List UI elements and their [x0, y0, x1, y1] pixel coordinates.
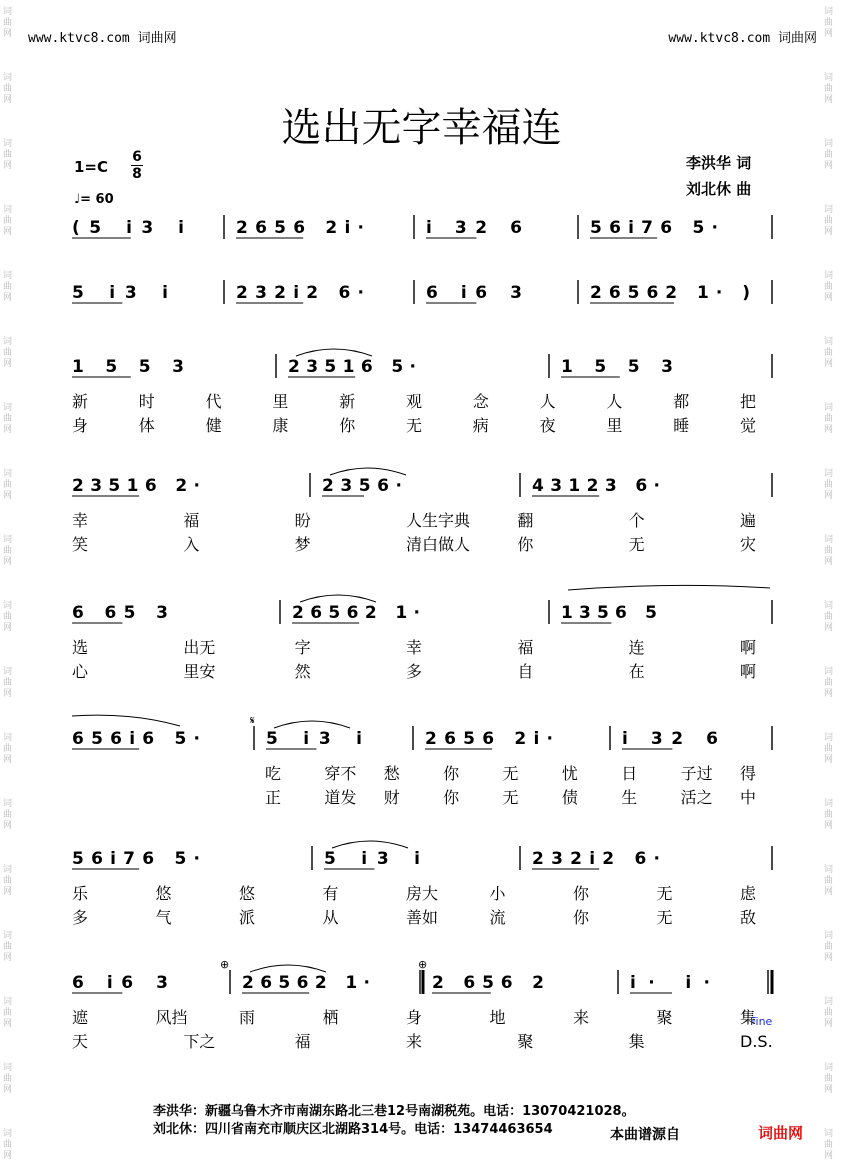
- lyric-syllable: 无: [406, 416, 423, 435]
- lyric-syllable: 盼: [294, 511, 311, 530]
- lyric-syllable: 体: [138, 416, 155, 435]
- watermark-glyph: 词: [3, 799, 13, 809]
- note-group: 232i2 6·: [236, 283, 364, 303]
- note-group: 26562 1·: [292, 603, 420, 623]
- watermark-glyph: 曲: [3, 150, 13, 160]
- note-group: 56i76 5·: [72, 849, 200, 869]
- watermark-glyph: 曲: [824, 942, 834, 952]
- watermark-glyph: 曲: [3, 1074, 13, 1084]
- lyric-syllable: 啊: [740, 638, 757, 657]
- lyric-syllable: 愁: [383, 764, 400, 783]
- watermark-glyph: 网: [824, 821, 834, 831]
- note-group: 6 i6 3: [72, 973, 168, 993]
- watermark-glyph: 曲: [3, 414, 13, 424]
- lyric-syllable: 里: [272, 392, 289, 411]
- lyric-syllable: 心: [72, 662, 89, 681]
- note-group: 2356·: [322, 476, 402, 496]
- watermark-glyph: 词: [824, 469, 834, 479]
- watermark-glyph: 曲: [3, 678, 13, 688]
- lyric-syllable: 你: [443, 788, 460, 807]
- lyric-syllable: 悠: [155, 884, 172, 903]
- watermark-glyph: 网: [824, 95, 834, 105]
- note-group: i 32 6: [426, 218, 522, 238]
- lyric-syllable: 中: [740, 788, 757, 807]
- lyric-syllable: 气: [155, 908, 172, 927]
- lyric-syllable: 病: [472, 416, 489, 435]
- watermark-glyph: 曲: [824, 150, 834, 160]
- watermark-glyph: 曲: [3, 612, 13, 622]
- watermark-glyph: 曲: [3, 546, 13, 556]
- lyric-syllable: 从: [322, 908, 339, 927]
- watermark-glyph: 网: [3, 425, 13, 435]
- note-group: 2 656 2: [432, 973, 544, 993]
- watermark-glyph: 网: [3, 1151, 13, 1161]
- watermark-glyph: 词: [824, 7, 834, 17]
- watermark-glyph: 词: [824, 865, 834, 875]
- watermark-glyph: 网: [3, 953, 13, 963]
- lyric-syllable: 福: [294, 1032, 311, 1051]
- key-signature: 1=C: [74, 158, 109, 176]
- lyric-syllable: 出无: [183, 638, 216, 657]
- watermark-glyph: 曲: [3, 876, 13, 886]
- lyric-syllable: 风挡: [155, 1008, 188, 1027]
- watermark-glyph: 网: [824, 161, 834, 171]
- lyric-syllable: 忧: [561, 764, 578, 783]
- watermark-glyph: 词: [3, 271, 13, 281]
- lyric-syllable: 乐: [72, 884, 89, 903]
- lyric-syllable: 人: [539, 392, 556, 411]
- note-group: i 32 6: [622, 729, 718, 749]
- watermark-glyph: 网: [824, 755, 834, 765]
- watermark-glyph: 词: [3, 601, 13, 611]
- note-group: 23516 2·: [72, 476, 200, 496]
- lyric-syllable: 多: [406, 662, 423, 681]
- watermark-glyph: 词: [3, 1063, 13, 1073]
- lyric-syllable: 得: [740, 764, 757, 783]
- watermark-glyph: 词: [824, 271, 834, 281]
- lyric-syllable: 生: [621, 788, 638, 807]
- lyric-syllable: 清白做人: [406, 535, 471, 554]
- lyric-syllable: 派: [239, 908, 256, 927]
- segno-sign: 𝄋: [250, 714, 255, 727]
- lyric-syllable: 雨: [239, 1008, 256, 1027]
- coda-sign: ⊕: [220, 958, 230, 971]
- lyric-syllable: 自: [517, 662, 534, 681]
- watermark-glyph: 词: [3, 7, 13, 17]
- lyric-syllable: 连: [628, 638, 645, 657]
- watermark-glyph: 词: [3, 1129, 13, 1139]
- watermark-glyph: 网: [3, 887, 13, 897]
- watermark-glyph: 词: [3, 139, 13, 149]
- lyric-syllable: 人: [606, 392, 623, 411]
- watermark-glyph: 词: [824, 667, 834, 677]
- note-group: 6 65 3: [72, 603, 168, 623]
- lyric-syllable: 康: [272, 416, 289, 435]
- watermark-glyph: 词: [3, 205, 13, 215]
- lyric-syllable: 地: [489, 1008, 506, 1027]
- lyric-syllable: 来: [573, 1008, 590, 1027]
- lyric-syllable: 幸: [406, 638, 423, 657]
- note-group: i· i·: [630, 973, 710, 993]
- watermark-glyph: 曲: [3, 1008, 13, 1018]
- lyric-syllable: 吃: [265, 764, 282, 783]
- watermark-glyph: 曲: [824, 546, 834, 556]
- watermark-glyph: 词: [3, 667, 13, 677]
- slur-arc: [250, 965, 326, 972]
- note-group: 5 i3 i: [266, 729, 362, 749]
- watermark-glyph: 网: [3, 557, 13, 567]
- lyric-syllable: 穿不: [324, 764, 357, 783]
- slur-arc: [300, 595, 376, 602]
- watermark-glyph: 网: [824, 425, 834, 435]
- lyric-syllable: 无: [628, 535, 645, 554]
- lyric-syllable: 你: [339, 416, 356, 435]
- slur-arc: [332, 841, 408, 848]
- lyric-syllable: 来: [406, 1032, 423, 1051]
- lyric-syllable: 遍: [740, 511, 757, 530]
- note-group: 5 i3 i: [72, 283, 168, 303]
- watermark-glyph: 网: [824, 1019, 834, 1029]
- watermark-glyph: 曲: [824, 348, 834, 358]
- lyric-syllable: D.S.: [740, 1032, 773, 1051]
- watermark-glyph: 网: [3, 491, 13, 501]
- note-group: 1 5 5 3: [72, 357, 184, 377]
- watermark-glyph: 词: [824, 205, 834, 215]
- watermark-glyph: 词: [3, 931, 13, 941]
- lyric-syllable: 代: [205, 392, 222, 411]
- slur-arc: [330, 468, 406, 475]
- lyric-syllable: 笑: [72, 535, 89, 554]
- note-group: 1356 5: [561, 603, 657, 623]
- watermark-glyph: 词: [824, 931, 834, 941]
- note-group: 43123 6·: [532, 476, 660, 496]
- watermark-glyph: 网: [3, 359, 13, 369]
- watermark-glyph: 网: [824, 953, 834, 963]
- watermark-glyph: 网: [3, 161, 13, 171]
- lyric-syllable: 活之: [680, 788, 713, 807]
- watermark-glyph: 网: [824, 557, 834, 567]
- lyricist-credit: 李洪华 词: [686, 154, 752, 172]
- watermark-glyph: 网: [3, 821, 13, 831]
- watermark-glyph: 曲: [824, 282, 834, 292]
- lyric-syllable: 你: [443, 764, 460, 783]
- note-group: 656i6 5·: [72, 729, 200, 749]
- lyric-syllable: 念: [472, 392, 489, 411]
- watermark-glyph: 曲: [3, 744, 13, 754]
- lyric-syllable: 里安: [183, 662, 216, 681]
- lyric-syllable: 小: [489, 884, 506, 903]
- coda-sign: ⊕: [418, 958, 428, 971]
- watermark-glyph: 曲: [824, 414, 834, 424]
- lyric-syllable: 身: [406, 1008, 423, 1027]
- watermark-glyph: 网: [3, 623, 13, 633]
- watermark-glyph: 词: [3, 865, 13, 875]
- watermark-glyph: 网: [824, 1085, 834, 1095]
- note-group: 56i76 5·: [590, 218, 718, 238]
- lyric-syllable: 选: [72, 638, 89, 657]
- note-group: 26562 1·: [242, 973, 370, 993]
- watermark-glyph: 曲: [3, 1140, 13, 1150]
- lyric-syllable: 集: [628, 1032, 645, 1051]
- lyric-syllable: 栖: [322, 1008, 339, 1027]
- lyric-syllable: 啊: [740, 662, 757, 681]
- note-group: 23516 5·: [288, 357, 416, 377]
- watermark-glyph: 曲: [3, 216, 13, 226]
- lyric-syllable: 悠: [239, 884, 256, 903]
- lyric-syllable: 无: [656, 908, 673, 927]
- note-group: 1 5 5 3: [561, 357, 673, 377]
- watermark-glyph: 网: [824, 623, 834, 633]
- watermark-glyph: 词: [824, 403, 834, 413]
- watermark-glyph: 曲: [824, 744, 834, 754]
- watermark-glyph: 曲: [824, 480, 834, 490]
- watermark-glyph: 词: [824, 139, 834, 149]
- lyric-syllable: 正: [265, 788, 282, 807]
- watermark-glyph: 曲: [824, 1008, 834, 1018]
- lyric-syllable: 人生字典: [406, 511, 471, 530]
- watermark-glyph: 词: [824, 337, 834, 347]
- lyric-syllable: 夜: [539, 416, 556, 435]
- footer-composer-address: 刘北休：四川省南充市顺庆区北湖路314号。电话：13474463654: [153, 1122, 553, 1137]
- watermark-glyph: 词: [824, 799, 834, 809]
- tempo-value: = 60: [80, 192, 114, 207]
- lyric-syllable: 遮: [72, 1008, 89, 1027]
- watermark-glyph: 曲: [824, 84, 834, 94]
- watermark-glyph: 词: [824, 733, 834, 743]
- lyric-syllable: 你: [517, 535, 534, 554]
- lyric-syllable: 然: [294, 662, 311, 681]
- fine-marking: Fine: [750, 1015, 773, 1028]
- note-group: (5 i3 i: [72, 218, 184, 238]
- watermark-glyph: 网: [824, 227, 834, 237]
- watermark-glyph: 网: [3, 95, 13, 105]
- slur-arc: [274, 721, 350, 728]
- note-group: 232i2 6·: [532, 849, 660, 869]
- watermark-glyph: 词: [824, 73, 834, 83]
- watermark-glyph: 网: [824, 29, 834, 39]
- lyric-syllable: 虑: [740, 884, 757, 903]
- watermark-glyph: 词: [3, 997, 13, 1007]
- header-site-right[interactable]: www.ktvc8.com 词曲网: [668, 31, 817, 46]
- lyric-syllable: 子过: [680, 764, 713, 783]
- watermark-glyph: 曲: [824, 216, 834, 226]
- lyric-syllable: 觉: [740, 416, 757, 435]
- lyric-syllable: 敌: [740, 908, 757, 927]
- watermark-glyph: 曲: [3, 282, 13, 292]
- watermark-glyph: 曲: [3, 480, 13, 490]
- time-signature-top: 6: [132, 149, 142, 165]
- lyric-syllable: 财: [383, 788, 400, 807]
- footer-brand-logo[interactable]: 词曲网: [758, 1124, 804, 1142]
- watermark-glyph: 网: [3, 227, 13, 237]
- watermark-glyph: 词: [3, 469, 13, 479]
- watermark-glyph: 词: [3, 535, 13, 545]
- note-group: 6 i6 3: [426, 283, 522, 303]
- footer-lyricist-address: 李洪华：新疆乌鲁木齐市南湖东路北三巷12号南湖税苑。电话：13070421028。: [153, 1104, 635, 1119]
- watermark-glyph: 词: [3, 337, 13, 347]
- watermark-glyph: 曲: [3, 810, 13, 820]
- watermark-glyph: 曲: [824, 612, 834, 622]
- composer-credit: 刘北休 曲: [686, 180, 752, 198]
- lyric-syllable: 无: [656, 884, 673, 903]
- note-group: 2656 2i·: [425, 729, 553, 749]
- tie-arc: [568, 585, 770, 590]
- lyric-syllable: 健: [205, 416, 222, 435]
- watermark-glyph: 曲: [3, 18, 13, 28]
- watermark-glyph: 网: [3, 29, 13, 39]
- lyric-syllable: 聚: [517, 1032, 534, 1051]
- lyric-syllable: 在: [628, 662, 645, 681]
- watermark-glyph: 网: [824, 359, 834, 369]
- watermark-glyph: 词: [824, 535, 834, 545]
- lyric-syllable: 入: [183, 535, 200, 554]
- lyric-syllable: 无: [502, 788, 519, 807]
- watermark-glyph: 网: [3, 755, 13, 765]
- watermark-glyph: 网: [3, 689, 13, 699]
- watermark-glyph: 网: [3, 1019, 13, 1029]
- watermark-glyph: 词: [3, 733, 13, 743]
- lyric-syllable: 房大: [406, 884, 439, 903]
- watermark-glyph: 网: [824, 689, 834, 699]
- footer-source-note: 本曲谱源自: [610, 1127, 680, 1143]
- lyric-syllable: 善如: [406, 908, 439, 927]
- watermark-glyph: 词: [3, 403, 13, 413]
- lyric-syllable: 观: [406, 392, 423, 411]
- time-signature-bottom: 8: [132, 166, 142, 182]
- watermark-glyph: 曲: [824, 18, 834, 28]
- header-site-left[interactable]: www.ktvc8.com 词曲网: [28, 31, 177, 46]
- quarter-note-icon: ♩: [74, 192, 81, 207]
- lyric-syllable: 流: [489, 908, 506, 927]
- lyric-syllable: 灾: [740, 535, 757, 554]
- lyric-syllable: 无: [502, 764, 519, 783]
- note-group: 2656 2i·: [236, 218, 364, 238]
- lyric-syllable: 都: [673, 392, 690, 411]
- lyric-syllable: 福: [517, 638, 534, 657]
- lyric-syllable: 福: [183, 511, 200, 530]
- note-group: 5 i3 i: [324, 849, 420, 869]
- watermark-glyph: 曲: [824, 876, 834, 886]
- lyric-syllable: 聚: [656, 1008, 673, 1027]
- watermark-glyph: 曲: [824, 1074, 834, 1084]
- watermark-glyph: 曲: [824, 810, 834, 820]
- slur-arc: [296, 349, 372, 356]
- lyric-syllable: 你: [573, 884, 590, 903]
- lyric-syllable: 睡: [673, 416, 690, 435]
- lyric-syllable: 里: [606, 416, 623, 435]
- watermark-glyph: 网: [3, 1085, 13, 1095]
- lyric-syllable: 身: [72, 416, 89, 435]
- watermark-glyph: 词: [824, 601, 834, 611]
- tie-arc: [72, 715, 180, 726]
- lyric-syllable: 把: [740, 392, 757, 411]
- lyric-syllable: 字: [294, 638, 311, 657]
- lyric-syllable: 道发: [324, 788, 357, 807]
- watermark-glyph: 曲: [3, 348, 13, 358]
- lyric-syllable: 时: [138, 392, 155, 411]
- lyric-syllable: 幸: [72, 511, 89, 530]
- lyric-syllable: 个: [628, 511, 645, 530]
- lyric-syllable: 多: [72, 908, 89, 927]
- watermark-glyph: 曲: [3, 84, 13, 94]
- lyric-syllable: 日: [621, 764, 638, 783]
- watermark-glyph: 网: [824, 491, 834, 501]
- song-title: 选出无字幸福连: [281, 105, 562, 151]
- lyric-syllable: 你: [573, 908, 590, 927]
- lyric-syllable: 翻: [517, 511, 534, 530]
- watermark-glyph: 曲: [3, 942, 13, 952]
- watermark-glyph: 网: [824, 887, 834, 897]
- watermark-glyph: 曲: [824, 678, 834, 688]
- lyric-syllable: 债: [561, 788, 578, 807]
- lyric-syllable: 集: [740, 1008, 757, 1027]
- lyric-syllable: 天: [72, 1032, 89, 1051]
- watermark-glyph: 词: [824, 1129, 834, 1139]
- watermark-glyph: 网: [3, 293, 13, 303]
- watermark-glyph: 词: [824, 1063, 834, 1073]
- lyric-syllable: 下之: [183, 1032, 216, 1051]
- lyric-syllable: 梦: [294, 535, 311, 554]
- lyric-syllable: 有: [322, 884, 339, 903]
- watermark-glyph: 网: [824, 1151, 834, 1161]
- lyric-syllable: 新: [72, 392, 89, 411]
- watermark-glyph: 网: [824, 293, 834, 303]
- watermark-glyph: 曲: [824, 1140, 834, 1150]
- watermark-glyph: 词: [824, 997, 834, 1007]
- watermark-glyph: 词: [3, 73, 13, 83]
- lyric-syllable: 新: [339, 392, 356, 411]
- note-group: 26562 1· ): [590, 283, 750, 303]
